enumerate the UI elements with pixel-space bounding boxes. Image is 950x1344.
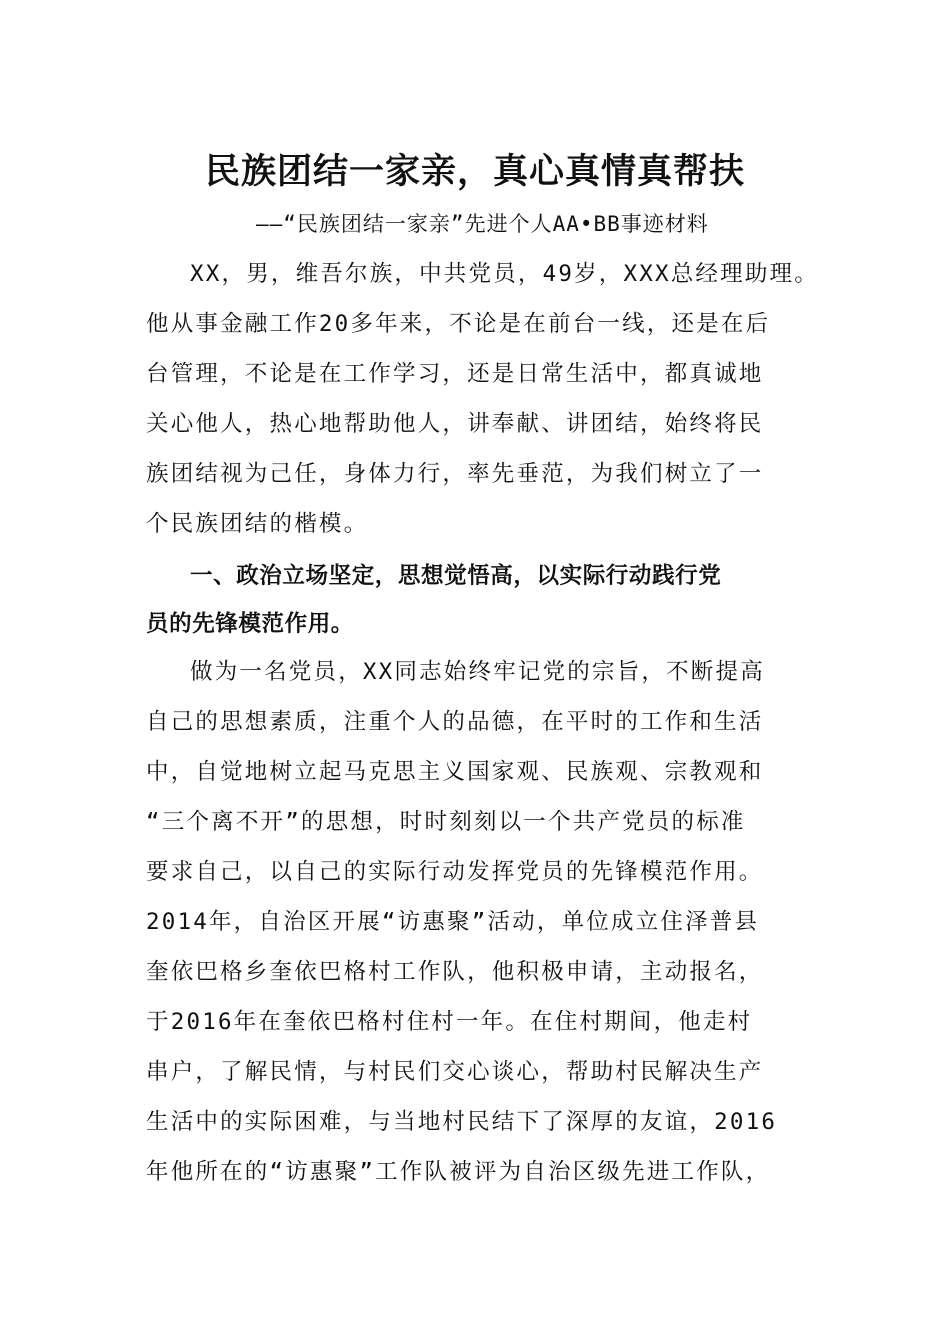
paragraph-line: 个民族团结的楷模。	[146, 511, 369, 537]
paragraph-line: “三个离不开”的思想，时时刻刻以一个共产党员的标准	[146, 809, 746, 835]
section-heading-line: 一、政治立场坚定，思想觉悟高，以实际行动践行党	[190, 563, 722, 589]
paragraph-line: 2014年，自治区开展“访惠聚”活动，单位成立住泽普县	[146, 909, 760, 935]
paragraph-line: 做为一名党员，XX同志始终牢记党的宗旨，不断提高	[190, 659, 765, 685]
paragraph-line: 要求自己，以自己的实际行动发挥党员的先锋模范作用。	[146, 859, 764, 885]
paragraph-line: 生活中的实际困难，与当地村民结下了深厚的友谊，2016	[146, 1109, 778, 1135]
paragraph-line: 串户，了解民情，与村民们交心谈心，帮助村民解决生产	[146, 1059, 764, 1085]
paragraph-line: 中，自觉地树立起马克思主义国家观、民族观、宗教观和	[146, 759, 764, 785]
paragraph-line: 奎依巴格乡奎依巴格村工作队，他积极申请，主动报名，	[146, 959, 764, 985]
paragraph-line: 于2016年在奎依巴格村住村一年。在住村期间，他走村	[146, 1009, 753, 1035]
paragraph-line: 自己的思想素质，注重个人的品德，在平时的工作和生活	[146, 709, 764, 735]
paragraph-line: 年他所在的“访惠聚”工作队被评为自治区级先进工作队，	[146, 1159, 771, 1185]
paragraph-line: XX，男，维吾尔族，中共党员，49岁，XXX总经理助理。	[190, 261, 819, 287]
paragraph-line: 台管理，不论是在工作学习，还是日常生活中，都真诚地	[146, 361, 764, 387]
paragraph-line: 关心他人，热心地帮助他人，讲奉献、讲团结，始终将民	[146, 411, 764, 437]
document-title: 民族团结一家亲，真心真情真帮扶	[204, 151, 745, 192]
paragraph-line: 族团结视为己任，身体力行，率先垂范，为我们树立了一	[146, 461, 764, 487]
paragraph-line: 他从事金融工作20多年来，不论是在前台一线，还是在后	[146, 311, 771, 337]
document-subtitle: ——“民族团结一家亲”先进个人AA•BB事迹材料	[256, 212, 709, 236]
section-heading-line: 员的先锋模范作用。	[146, 611, 354, 637]
